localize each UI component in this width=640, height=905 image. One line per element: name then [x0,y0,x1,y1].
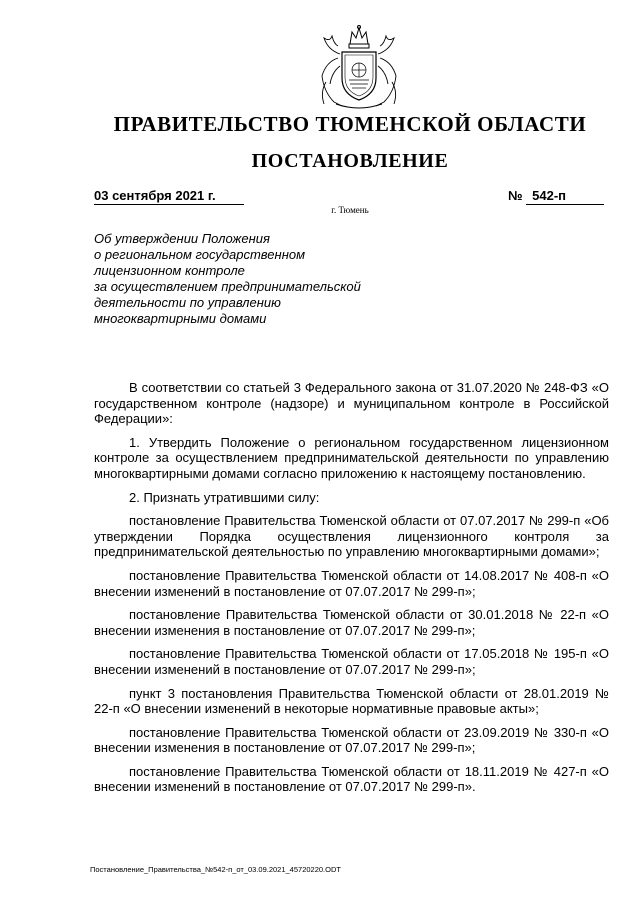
subject-line: лицензионном контроле [94,263,245,278]
document-number [508,188,604,205]
item-2: 2. Признать утратившими силу: [129,489,320,505]
subject-line: за осуществлением предпринимательской [94,279,361,294]
repealed-act: постановление Правительства Тюменской области от 07.07.2017 № 299-п «Об утверждении Порядка осуществления лицензионного контроля за предпринимательской деятельностью по управлению многоквартирными домами»; [94,513,609,560]
subject-line: Об утверждении Положения [94,231,270,246]
coat-of-arms-icon [312,22,406,110]
item-1: 1. Утвердить Положение о региональном государственном лицензионном контроле за осуществлением предпринимательской деятельности по управлению многоквартирными домами согласно приложению к настоящему постановлению. [94,434,609,481]
document-type: ПОСТАНОВЛЕНИЕ [251,150,449,172]
subject-line: многоквартирными домами [94,311,267,326]
document-subject [94,231,394,327]
number-value: 542-п [526,188,604,205]
number-label: № [508,188,523,203]
repealed-act: пункт 3 постановления Правительства Тюменской области от 28.01.2019 № 22-п «О внесении изменений в некоторые нормативные правовые акты»; [94,685,609,717]
document-date: 03 сентября 2021 г. [94,188,244,205]
government-title: ПРАВИТЕЛЬСТВО ТЮМЕНСКОЙ ОБЛАСТИ [113,112,587,136]
repealed-act: постановление Правительства Тюменской области от 17.05.2018 № 195-п «О внесении изменений в постановление от 07.07.2017 № 299-п»; [94,646,609,677]
repealed-act: постановление Правительства Тюменской области от 23.09.2019 № 330-п «О внесении изменения в постановление от 07.07.2017 № 299-п»; [94,724,609,756]
document-body [94,380,609,803]
repealed-act: постановление Правительства Тюменской области от 14.08.2017 № 408-п «О внесении изменений в постановление от 07.07.2017 № 299-п»; [94,567,609,599]
subject-line: о региональном государственном [94,247,305,262]
footer-filename: Постановление_Правительства_№542-п_от_03.09.2021_45720220.ODT [90,865,341,874]
repealed-act: постановление Правительства Тюменской области от 30.01.2018 № 22-п «О внесении изменения в постановление от 07.07.2017 № 299-п»; [94,607,609,638]
subject-line: деятельности по управлению [94,295,281,310]
city: г. Тюмень [331,205,369,215]
preamble: В соответствии со статьей 3 Федерального закона от 31.07.2020 № 248-ФЗ «О государственном контроле (надзоре) и муниципальном контроле в Российской Федерации»: [94,380,609,427]
repealed-act: постановление Правительства Тюменской области от 18.11.2019 № 427-п «О внесении изменений в постановление от 07.07.2017 № 299-п». [94,763,609,795]
